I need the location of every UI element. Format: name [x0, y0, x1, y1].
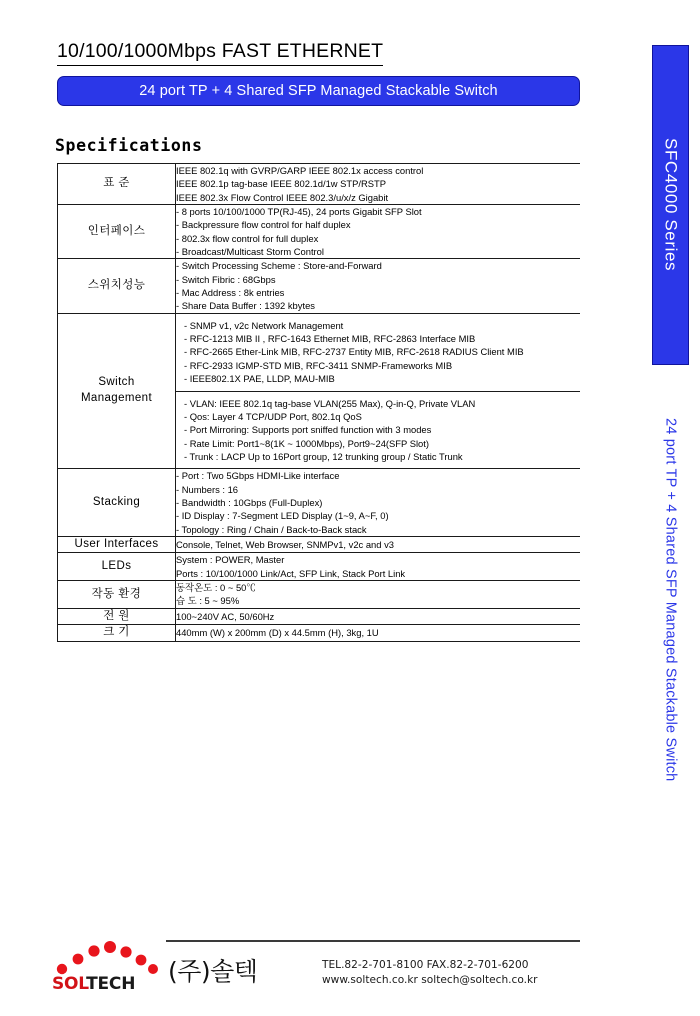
spec-value-line: - Port Mirroring: Supports port sniffed function with 3 modes: [184, 424, 432, 436]
spec-value-line: IEEE 802.3x Flow Control IEEE 802.3/u/x/z Gigabit: [176, 191, 389, 203]
spec-value-line: 100~240V AC, 50/60Hz: [176, 610, 275, 622]
spec-value-line: - ID Display : 7-Segment LED Display (1~9, A~F, 0): [176, 510, 389, 522]
spec-value-line: System : POWER, Master: [176, 554, 285, 566]
specifications-table-body: [58, 164, 581, 642]
specifications-table: [57, 163, 580, 642]
spec-label-cell: 인터페이스: [58, 205, 176, 259]
spec-value-cell: [176, 164, 581, 205]
table-row: [58, 536, 581, 553]
spec-label-cell: [58, 313, 176, 468]
spec-label-cell: 표 준: [58, 164, 176, 205]
spec-value-line: - Qos: Layer 4 TCP/UDP Port, 802.1q QoS: [184, 410, 362, 422]
spec-value-line: - Backpressure flow control for half duplex: [176, 219, 351, 231]
logo-tech-text: TECH: [86, 974, 136, 994]
table-row: [58, 259, 581, 313]
spec-value-cell: [176, 259, 581, 313]
spec-value-line: 습 도 : 5 ~ 95%: [176, 595, 240, 607]
spec-value-cell: [176, 625, 581, 642]
spec-value-line: - Port : Two 5Gbps HDMI-Like interface: [176, 470, 340, 482]
spec-value-cell: [176, 553, 581, 581]
table-row: [58, 469, 581, 537]
table-row: [58, 313, 581, 468]
spec-value-line: - Trunk : LACP Up to 16Port group, 12 trunking group / Static Trunk: [184, 450, 463, 462]
page-title: 10/100/1000Mbps FAST ETHERNET: [57, 40, 383, 66]
spec-label-line: Switch: [98, 376, 135, 389]
product-banner-label: 24 port TP + 4 Shared SFP Managed Stackable Switch: [139, 83, 498, 99]
spec-label-cell: User Interfaces: [58, 536, 176, 553]
logo-sol-text: SOL: [52, 974, 87, 994]
spec-value-cell: [176, 581, 581, 609]
spec-value-block: [176, 314, 580, 391]
specifications-heading: Specifications: [55, 136, 203, 155]
spec-label-cell: Stacking: [58, 469, 176, 537]
spec-value-line: - RFC-1213 MIB II , RFC-1643 Ethernet MIB, RFC-2863 Interface MIB: [184, 333, 476, 345]
spec-label-cell: 스위치성능: [58, 259, 176, 313]
table-row: [58, 164, 581, 205]
spec-value-cell: [176, 205, 581, 259]
spec-value-line: - RFC-2665 Ether-Link MIB, RFC-2737 Entity MIB, RFC-2618 RADIUS Client MIB: [184, 346, 524, 358]
spec-label-cell: 크 기: [58, 625, 176, 642]
spec-value-line: 440mm (W) x 200mm (D) x 44.5mm (H), 3kg, 1U: [176, 627, 379, 639]
spec-value-line: - Bandwidth : 10Gbps (Full-Duplex): [176, 496, 323, 508]
footer-divider: [166, 940, 580, 942]
spec-value-line: - 8 ports 10/100/1000 TP(RJ-45), 24 ports Gigabit SFP Slot: [176, 206, 422, 218]
table-row: [58, 608, 581, 625]
spec-value-line: - Rate Limit: Port1~8(1K ~ 1000Mbps), Port9~24(SFP Slot): [184, 437, 429, 449]
spec-value-cell: [176, 536, 581, 553]
spec-value-line: - SNMP v1, v2c Network Management: [184, 319, 344, 331]
spec-value-line: - VLAN: IEEE 802.1q tag-base VLAN(255 Max), Q-in-Q, Private VLAN: [184, 397, 476, 409]
spec-value-line: - Numbers : 16: [176, 483, 238, 495]
company-name: (주)솔텍: [168, 957, 258, 986]
table-row: [58, 581, 581, 609]
contact-phone-fax: TEL.82-2-701-8100 FAX.82-2-701-6200: [322, 959, 529, 971]
spec-value-line: - IEEE802.1X PAE, LLDP, MAU-MIB: [184, 373, 335, 385]
spec-value-block: [176, 391, 580, 469]
spec-value-line: IEEE 802.1q with GVRP/GARP IEEE 802.1x access control: [176, 165, 424, 176]
logo-wordmark: [52, 974, 135, 994]
spec-label-cell: 작동 환경: [58, 581, 176, 609]
spec-value-line: - 802.3x flow control for full duplex: [176, 232, 319, 244]
spec-label-cell: LEDs: [58, 553, 176, 581]
spec-value-line: - RFC-2933 IGMP-STD MIB, RFC-3411 SNMP-Frameworks MIB: [184, 359, 453, 371]
spec-value-line: IEEE 802.1p tag-base IEEE 802.1d/1w STP/RSTP: [176, 178, 387, 190]
spec-value-cell: [176, 469, 581, 537]
spec-value-line: - Mac Address : 8k entries: [176, 287, 285, 299]
spec-value-cell: [176, 313, 581, 468]
side-caption-label: 24 port TP + 4 Shared SFP Managed Stackable Switch: [662, 418, 679, 782]
table-row: [58, 625, 581, 642]
spec-value-line: 동작온도 : 0 ~ 50℃: [176, 582, 256, 594]
contact-info: [322, 958, 538, 989]
contact-web-email: www.soltech.co.kr soltech@soltech.co.kr: [322, 974, 538, 987]
soltech-logo: [50, 936, 160, 994]
series-side-tab: [652, 45, 689, 365]
spec-value-line: - Switch Fibric : 68Gbps: [176, 273, 276, 285]
spec-value-cell: [176, 608, 581, 625]
spec-value-line: Console, Telnet, Web Browser, SNMPv1, v2c and v3: [176, 539, 394, 551]
side-caption: [652, 418, 689, 938]
spec-label-cell: 전 원: [58, 608, 176, 625]
product-banner: [57, 76, 580, 106]
spec-value-line: Ports : 10/100/1000 Link/Act, SFP Link, Stack Port Link: [176, 567, 406, 579]
spec-value-line: - Topology : Ring / Chain / Back-to-Back stack: [176, 523, 367, 535]
series-side-tab-label: SFC4000 Series: [661, 138, 681, 272]
spec-value-line: - Share Data Buffer : 1392 kbytes: [176, 300, 315, 312]
table-row: [58, 205, 581, 259]
logo-dots-icon: [50, 936, 160, 976]
spec-value-line: - Switch Processing Scheme : Store-and-Forward: [176, 260, 382, 272]
table-row: [58, 553, 581, 581]
spec-label-line: Management: [80, 392, 153, 404]
footer: [0, 918, 625, 998]
spec-value-line: - Broadcast/Multicast Storm Control: [176, 246, 324, 258]
